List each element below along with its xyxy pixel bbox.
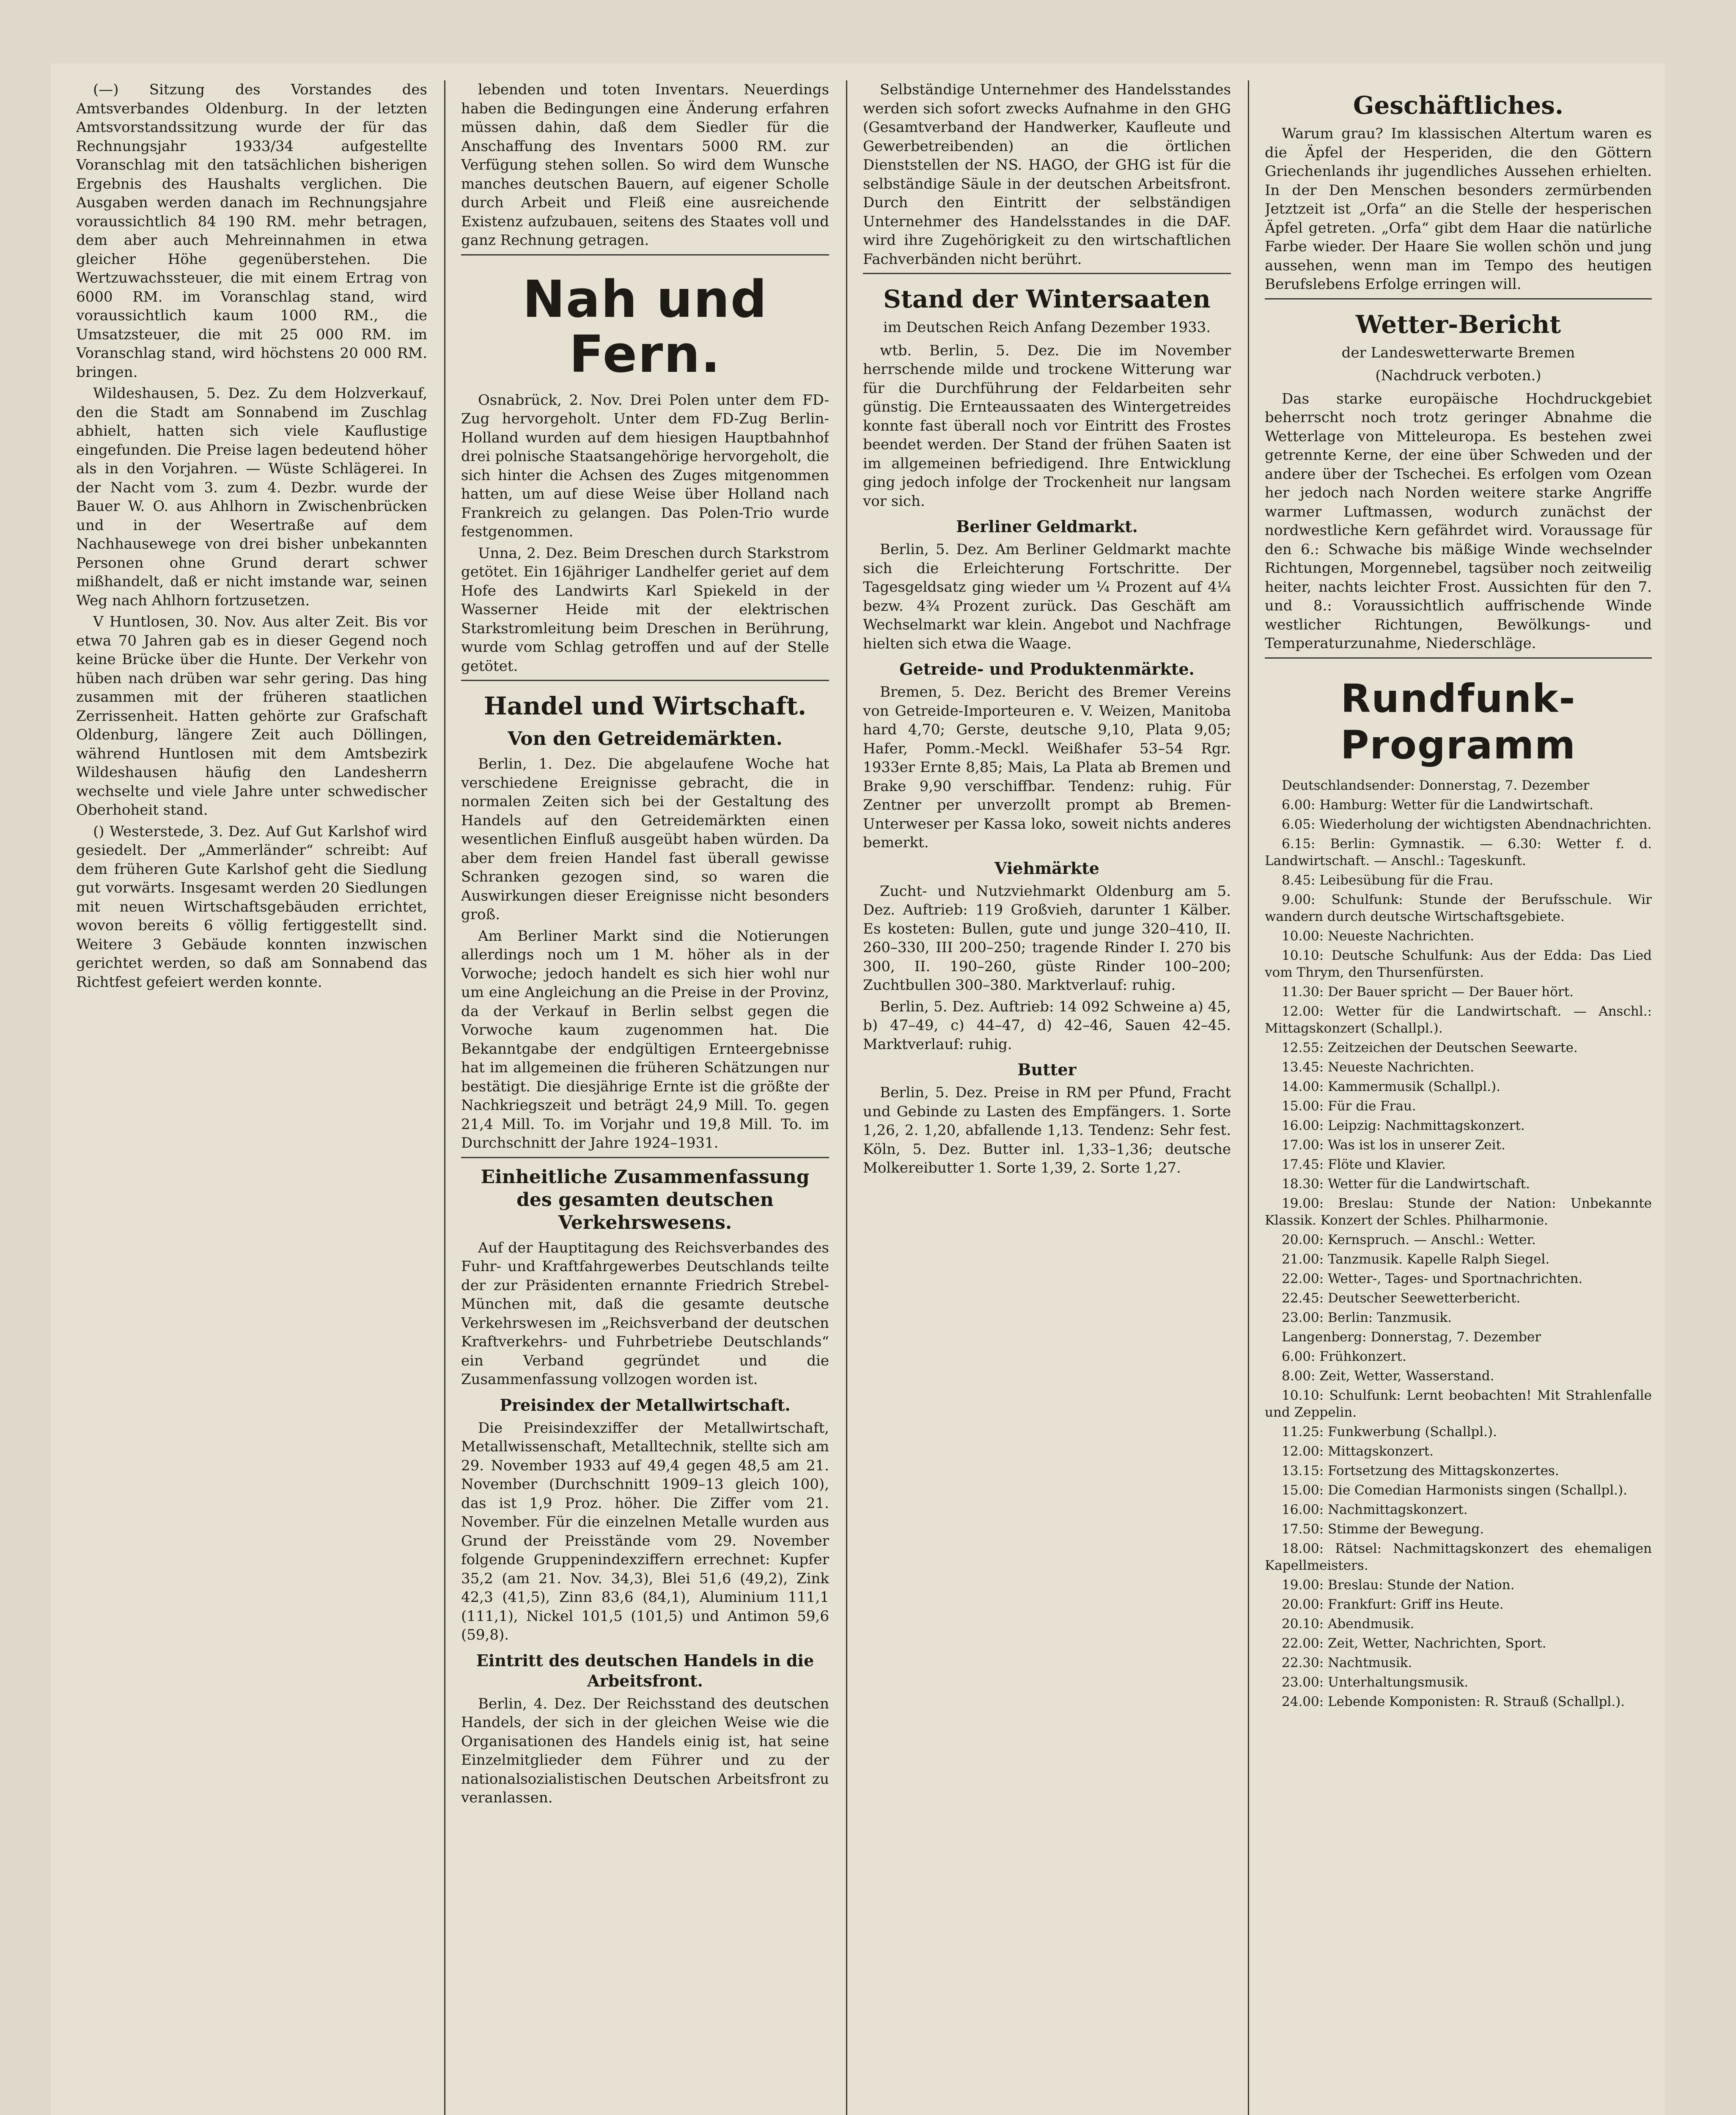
sub-heading-getreidemaerkte: Von den Getreidemärkten. bbox=[508, 728, 783, 750]
radio-program-line: 22.45: Deutscher Seewetterbericht. bbox=[1282, 1290, 1521, 1306]
article-paragraph: Auf der Hauptitagung des Reichsverbandes des Fuhr- und Kraftfahrgewerbes Deutschlands teilte der zur Präsidenten ernannte Friedrich Strebel-München mit, daß die gesamte deutsche Verkehrswesen im „Reichsverband der deutschen Kraftverkehrs- und Fuhrbetriebe Deutschlands“ ein Verband gegründet und die Zusammenfassung vollzogen worden ist. bbox=[461, 1239, 829, 1388]
article-paragraph: Am Berliner Markt sind die Notierungen allerdings noch um 1 M. höher als in der Vorwoche; jedoch handelt es sich hier wohl nur um eine Angleichung an die Preise in der Provinz, da der Verkauf in Berlin selbst gegen die Vorwoche kaum zugenommen hat. Die Bekanntgabe der endgültigen Ernteergebnisse hat im allgemeinen die früheren Schätzungen nur bestätigt. Die diesjährige Ernte ist die größte der Nachkriegszeit und beträgt 24,9 Mill. To. gegen 21,4 Mill. To. im Vorjahr und 19,8 Mill. To. im Durchschnitt der Jahre 1924–1931. bbox=[461, 927, 829, 1151]
radio-program-line: 11.25: Funkwerbung (Schallpl.). bbox=[1282, 1424, 1497, 1439]
section-heading-handel: Handel und Wirtschaft. bbox=[483, 692, 807, 720]
radio-program-line: 8.45: Leibesübung für die Frau. bbox=[1282, 872, 1494, 888]
heading-rundfunk: Rundfunk-Programm bbox=[1340, 676, 1577, 768]
article-paragraph: Bremen, 5. Dez. Bericht des Bremer Vereins von Getreide-Importeuren e. V. Weizen, Manitoba hard 4,70; Gerste, deutsche 9,10, Plata 9,05; Hafer, Pomm.-Meckl. Weißhafer 53–54 Rgr. 1933er Ernte 8,85; Mais, La Plata ab Bremen und Brake 9,90 verschiffbar. Tendenz: ruhig. Für Zentner per unverzollt prompt ab Bremen-Unterweser per Kassa loko, soweit nichts anderes bemerkt. bbox=[863, 684, 1231, 851]
heading-wintersaaten: Stand der Wintersaaten bbox=[883, 285, 1211, 313]
radio-program-line: 19.00: Breslau: Stunde der Nation: Unbekannte Klassik. Konzert der Schles. Philharmonie. bbox=[1265, 1195, 1652, 1228]
heading-eintritt: Eintritt des deutschen Handels in die Arbeitsfront. bbox=[476, 1651, 814, 1690]
radio-program-line: 10.00: Neueste Nachrichten. bbox=[1282, 928, 1475, 944]
heading-butter: Butter bbox=[1017, 1060, 1077, 1079]
radio-program-line: 17.45: Flöte und Klavier. bbox=[1282, 1156, 1446, 1172]
divider bbox=[461, 680, 829, 681]
article-paragraph: Berlin, 4. Dez. Der Reichsstand des deutschen Handels, der sich in der gleichen Weise wie die Organisationen des Handels einig ist, hat seine Einzelmitglieder dem Führer und zu der nationalsozialistischen Deutschen Arbeitsfront zu veranlassen. bbox=[461, 1695, 829, 1806]
radio-program-line: 10.10: Schulfunk: Lernt beobachten! Mit Strahlenfalle und Zeppelin. bbox=[1265, 1387, 1652, 1420]
heading-geldmarkt: Berliner Geldmarkt. bbox=[956, 517, 1138, 536]
radio-program-line: 18.30: Wetter für die Landwirtschaft. bbox=[1282, 1176, 1530, 1192]
heading-getreide: Getreide- und Produktenmärkte. bbox=[899, 659, 1195, 678]
radio-program-line: 23.00: Berlin: Tanzmusik. bbox=[1282, 1310, 1452, 1325]
column-3 bbox=[863, 80, 1231, 2115]
heading-geschaeftliches: Geschäftliches. bbox=[1353, 91, 1564, 120]
radio-program-list bbox=[1265, 777, 1652, 1710]
radio-program-line: 10.10: Deutsche Schulfunk: Aus der Edda: Das Lied vom Thrym, den Thursenfürsten. bbox=[1265, 948, 1652, 980]
column-rule bbox=[444, 80, 445, 2115]
radio-program-line: 14.00: Kammermusik (Schallpl.). bbox=[1282, 1079, 1500, 1094]
radio-program-line: 6.05: Wiederholung der wichtigsten Abendnachrichten. bbox=[1282, 816, 1652, 832]
heading-verkehrswesen: Einheitliche Zusammenfassung des gesamten deutschen Verkehrswesens. bbox=[481, 1166, 810, 1233]
section-heading-nah-und-fern: Nah und Fern. bbox=[522, 270, 768, 384]
radio-program-line: 15.00: Die Comedian Harmonists singen (Schallpl.). bbox=[1282, 1482, 1627, 1498]
article-paragraph: Zucht- und Nutzviehmarkt Oldenburg am 5. Dez. Auftrieb: 119 Großvieh, darunter 1 Kälber. Es kosteten: Bullen, gute und junge 320–410, II. 260–330, III 200–250; tragende Rinder I. 270 bis 300, II. 190–260, güste Rinder 100–200; Zuchtbullen 300–380. Marktverlauf: ruhig. bbox=[863, 882, 1231, 994]
divider bbox=[1265, 657, 1652, 659]
radio-program-line: 24.00: Lebende Komponisten: R. Strauß (Schallpl.). bbox=[1282, 1694, 1625, 1709]
article-paragraph: wtb. Berlin, 5. Dez. Die im November herrschende milde und trockene Witterung war für die Durchführung der Feldarbeiten sehr günstig. Die Ernteaussaaten des Wintergetreides konnte fast überall noch vor Eintritt des Frostes beendet werden. Der Stand der frühen Saaten ist im allgemeinen befriedigend. Ihre Entwicklung ging jedoch infolge der Trockenheit nur langsam vor sich. bbox=[863, 342, 1231, 510]
radio-program-line: 20.10: Abendmusik. bbox=[1282, 1616, 1415, 1632]
radio-program-line: 11.30: Der Bauer spricht — Der Bauer hört. bbox=[1282, 984, 1574, 1000]
sub-heading-wintersaaten: im Deutschen Reich Anfang Dezember 1933. bbox=[883, 319, 1211, 336]
article-paragraph: Berlin, 1. Dez. Die abgelaufene Woche hat verschiedene Ereignisse gebracht, die in normalen Zeiten sich bei der Gestaltung des Handels auf den Getreidemärkten einen wesentlichen Einfluß ausgeübt haben würden. Da aber dem freien Handel fast überall gewisse Schranken gezogen sind, so waren die Auswirkungen dieser Ereignisse nicht besonders groß. bbox=[461, 755, 829, 923]
article-paragraph: (—) Sitzung des Vorstandes des Amtsverbandes Oldenburg. In der letzten Amtsvorstandssitzung wurde der für das Rechnungsjahr 1933/34 aufgestellte Voranschlag mit den tatsächlichen bisherigen Ergebnis des Haushalts verglichen. Die Ausgaben werden danach im Rechnungsjahre voraussichtlich 84 190 RM. mehr betragen, dem aber auch Mehreinnahmen in etwa gleicher Höhe gegenüberstehen. Die Wertzuwachssteuer, die mit einem Ertrag von 6000 RM. im Voranschlag stand, wird voraussichtlich kaum 1000 RM., die Umsatzsteuer, die mit 25 000 RM. im Voranschlag stand, wird höchstens 20 000 RM. bringen. bbox=[76, 81, 427, 381]
article-paragraph: Berlin, 5. Dez. Auftrieb: 14 092 Schweine a) 45, b) 47–49, c) 44–47, d) 42–46, Sauen 42–45. Marktverlauf: ruhig. bbox=[863, 998, 1231, 1053]
divider bbox=[461, 254, 829, 255]
heading-viehmaerkte: Viehmärkte bbox=[994, 858, 1099, 878]
radio-program-line: 12.00: Wetter für die Landwirtschaft. — Anschl.: Mittagskonzert (Schallpl.). bbox=[1265, 1003, 1652, 1036]
radio-program-line: 17.50: Stimme der Bewegung. bbox=[1282, 1521, 1484, 1537]
article-paragraph: Das starke europäische Hochdruckgebiet beherrscht noch trotz geringer Abnahme die Wetterlage von Mitteleuropa. Es bestehen zwei getrennte Kerne, der eine über Schweden und der andere über der Tschechei. Es erfolgen vom Ozean her jedoch nach Norden weitere starke Angriffe warmer Luftmassen, wodurch zunächst der nordwestliche Kern gefährdet wird. Voraussage für den 6.: Schwache bis mäßige Winde wechselnder Richtungen, Morgennebel, tagsüber noch zeitweilig heiter, nachts leichter Frost. Aussichten für den 7. und 8.: Voraussichtlich auffrischende Winde westlicher Richtungen, Bewölkungs- und Temperaturzunahme, Niederschläge. bbox=[1265, 390, 1652, 652]
heading-wetterbericht: Wetter-Bericht bbox=[1355, 310, 1561, 339]
heading-preisindex: Preisindex der Metallwirtschaft. bbox=[500, 1395, 791, 1415]
radio-program-line: Deutschlandsender: Donnerstag, 7. Dezember bbox=[1282, 777, 1590, 793]
radio-program-line: 6.15: Berlin: Gymnastik. — 6.30: Wetter f. d. Landwirtschaft. — Anschl.: Tageskunft. bbox=[1265, 836, 1652, 868]
column-rule bbox=[846, 80, 847, 2115]
wetter-note: (Nachdruck verboten.) bbox=[1375, 367, 1541, 384]
column-4 bbox=[1265, 80, 1652, 2085]
radio-program-line: Langenberg: Donnerstag, 7. Dezember bbox=[1282, 1329, 1541, 1345]
radio-program-line: 13.45: Neueste Nachrichten. bbox=[1282, 1059, 1475, 1075]
article-paragraph: Die Preisindexziffer der Metallwirtschaft, Metallwissenschaft, Metalltechnik, stellte sich am 29. November 1933 auf 49,4 gegen 48,5 am 21. November (Durchschnitt 1909–13 gleich 100), das ist 1,9 Proz. höher. Die Ziffer vom 21. November. Für die einzelnen Metalle wurden aus Grund der Preisstände vom 29. November folgende Gruppenindexziffern errechnet: Kupfer 35,2 (am 21. Nov. 34,3), Blei 51,6 (49,2), Zink 42,3 (41,5), Zinn 83,6 (84,1), Aluminium 111,1 (111,1), Nickel 101,5 (101,5) und Antimon 59,6 (59,8). bbox=[461, 1419, 829, 1643]
radio-program-line: 16.00: Nachmittagskonzert. bbox=[1282, 1502, 1468, 1517]
article-paragraph: () Westerstede, 3. Dez. Auf Gut Karlshof wird gesiedelt. Der „Ammerländer“ schreibt: Auf dem früheren Gute Karlshof geht die Siedlung gut vorwärts. Insgesamt werden 20 Siedlungen mit neuen Wirtschaftsgebäuden errichtet, wovon bereits 6 völlig fertiggestellt sind. Weitere 3 Gebäude konnten inzwischen gerichtet werden, so daß am Sonnabend das Richtfest gefeiert werden konnte. bbox=[76, 823, 427, 991]
radio-program-line: 20.00: Frankfurt: Griff ins Heute. bbox=[1282, 1596, 1504, 1612]
article-paragraph: Selbständige Unternehmer des Handelsstandes werden sich sofort zwecks Aufnahme in den GHG (Gesamtverband der Handwerker, Kaufleute und Gewerbetreibenden) an die örtlichen Dienststellen der NS. HAGO, der GHG ist für die selbständige Säule in der deutschen Arbeitsfront. Durch den Eintritt der selbständigen Unternehmer des Handelsstandes in die DAF. wird ihre Zugehörigkeit zu den wirtschaftlichen Fachverbänden nicht berührt. bbox=[863, 81, 1231, 268]
radio-program-line: 9.00: Schulfunk: Stunde der Berufsschule. Wir wandern durch deutsche Wirtschaftsgebiete. bbox=[1265, 892, 1652, 924]
article-paragraph: Unna, 2. Dez. Beim Dreschen durch Starkstrom getötet. Ein 16jähriger Landhelfer geriet auf dem Hofe des Landwirts Karl Spiekeld in der Wasserner Heide mit der elektrischen Starkstromleitung beim Dreschen in Berührung, wurde vom Schlag getroffen und auf der Stelle getötet. bbox=[461, 544, 829, 675]
radio-program-line: 6.00: Hamburg: Wetter für die Landwirtschaft. bbox=[1282, 797, 1593, 813]
radio-program-line: 12.55: Zeitzeichen der Deutschen Seewarte. bbox=[1282, 1040, 1578, 1055]
radio-program-line: 20.00: Kernspruch. — Anschl.: Wetter. bbox=[1282, 1232, 1536, 1247]
divider bbox=[863, 273, 1231, 274]
article-paragraph: Berlin, 5. Dez. Am Berliner Geldmarkt machte sich die Erleichterung Fortschritte. Der Tagesgeldsatz ging wieder um ¼ Prozent auf 4¼ bezw. 4¾ Prozent zurück. Das Geschäft am Wechselmarkt war klein. Angebot und Nachfrage hielten sich etwa die Waage. bbox=[863, 541, 1231, 652]
radio-program-line: 15.00: Für die Frau. bbox=[1282, 1098, 1416, 1114]
article-paragraph: lebenden und toten Inventars. Neuerdings haben die Bedingungen eine Änderung erfahren müssen dahin, daß dem Siedler für die Anschaffung des Inventars 5000 RM. zur Verfügung stehen sollen. So wird dem Wunsche manches deutschen Bauern, auf eigener Scholle durch Arbeit und Fleiß eine ausreichende Existenz aufzubauen, seitens des Staates voll und ganz Rechnung getragen. bbox=[461, 81, 829, 249]
radio-program-line: 22.00: Wetter-, Tages- und Sportnachrichten. bbox=[1282, 1271, 1583, 1286]
radio-program-line: 17.00: Was ist los in unserer Zeit. bbox=[1282, 1137, 1505, 1153]
column-1 bbox=[76, 80, 427, 2115]
sub-heading-wetter: der Landeswetterwarte Bremen bbox=[1341, 344, 1575, 361]
radio-program-line: 22.30: Nachtmusik. bbox=[1282, 1655, 1412, 1670]
divider bbox=[1265, 298, 1652, 299]
radio-program-line: 23.00: Unterhaltungsmusik. bbox=[1282, 1674, 1469, 1690]
radio-program-line: 6.00: Frühkonzert. bbox=[1282, 1349, 1406, 1364]
radio-program-line: 19.00: Breslau: Stunde der Nation. bbox=[1282, 1577, 1515, 1593]
newspaper-page bbox=[51, 63, 1665, 2115]
radio-program-line: 12.00: Mittagskonzert. bbox=[1282, 1443, 1434, 1459]
radio-program-line: 18.00: Rätsel: Nachmittagskonzert des ehemaligen Kapellmeisters. bbox=[1265, 1541, 1652, 1573]
article-paragraph: Warum grau? Im klassischen Altertum waren es die Äpfel der Hesperiden, die den Göttern Griechenlands ihr jugendliches Aussehen erhielten. In der Den Menschen besonders zermürbenden Jetztzeit ist „Orfa“ an die Stelle der hesperischen Äpfel getreten. „Orfa“ gibt dem Haar die natürliche Farbe wieder. Der Haare Sie wollen schön und jung aussehen, wenn man im Tempo des heutigen Berufslebens Erfolge erringen will. bbox=[1265, 125, 1652, 293]
radio-program-line: 16.00: Leipzig: Nachmittagskonzert. bbox=[1282, 1118, 1525, 1133]
divider bbox=[461, 1157, 829, 1158]
radio-program-line: 21.00: Tanzmusik. Kapelle Ralph Siegel. bbox=[1282, 1251, 1550, 1267]
radio-program-line: 13.15: Fortsetzung des Mittagskonzertes. bbox=[1282, 1463, 1559, 1478]
article-paragraph: Osnabrück, 2. Nov. Drei Polen unter dem FD-Zug hervorgeholt. Unter dem FD-Zug Berlin-Holland wurden auf dem hiesigen Hauptbahnhof drei polnische Staatsangehörige hervorgeholt, die sich hinter die Achsen des Zuges mitgenommen hatten, um auf diese Weise über Holland nach Frankreich zu gelangen. Das Polen-Trio wurde festgenommen. bbox=[461, 391, 829, 540]
column-2 bbox=[461, 80, 829, 2115]
article-paragraph: V Huntlosen, 30. Nov. Aus alter Zeit. Bis vor etwa 70 Jahren gab es in dieser Gegend noch keine Brücke über die Hunte. Der Verkehr von hüben nach drüben war sehr gering. Das hing zusammen mit der früheren staatlichen Zerrissenheit. Hatten gehörte zur Grafschaft Oldenburg, längere Zeit auch Döllingen, während Huntlosen mit dem Amtsbezirk Wildeshausen häufig den Landesherrn wechselte und viele Jahre unter schwedischer Oberhoheit stand. bbox=[76, 613, 427, 819]
article-paragraph: Berlin, 5. Dez. Preise in RM per Pfund, Fracht und Gebinde zu Lasten des Empfängers. 1. Sorte 1,26, 2. 1,20, abfallende 1,13. Tendenz: Sehr fest. Köln, 5. Dez. Butter inl. 1,33–1,36; deutsche Molkereibutter 1. Sorte 1,39, 2. Sorte 1,27. bbox=[863, 1084, 1231, 1176]
column-rule bbox=[1248, 80, 1249, 2115]
radio-program-line: 8.00: Zeit, Wetter, Wasserstand. bbox=[1282, 1368, 1494, 1384]
radio-program-line: 22.00: Zeit, Wetter, Nachrichten, Sport. bbox=[1282, 1635, 1546, 1651]
article-paragraph: Wildeshausen, 5. Dez. Zu dem Holzverkauf, den die Stadt am Sonnabend im Zuschlag abhielt, hatten sich viele Kauflustige eingefunden. Die Preise lagen bedeutend höher als in den Vorjahren. — Wüste Schlägerei. In der Nacht vom 3. zum 4. Dezbr. wurde der Bauer W. O. aus Ahlhorn in Zwischenbrücken und in der Wesertraße auf dem Nachhausewege von drei bisher unbekannten Personen ohne Grund derart schwer mißhandelt, daß er nicht imstande war, seinen Weg nach Ahlhorn fortzusetzen. bbox=[76, 385, 427, 609]
